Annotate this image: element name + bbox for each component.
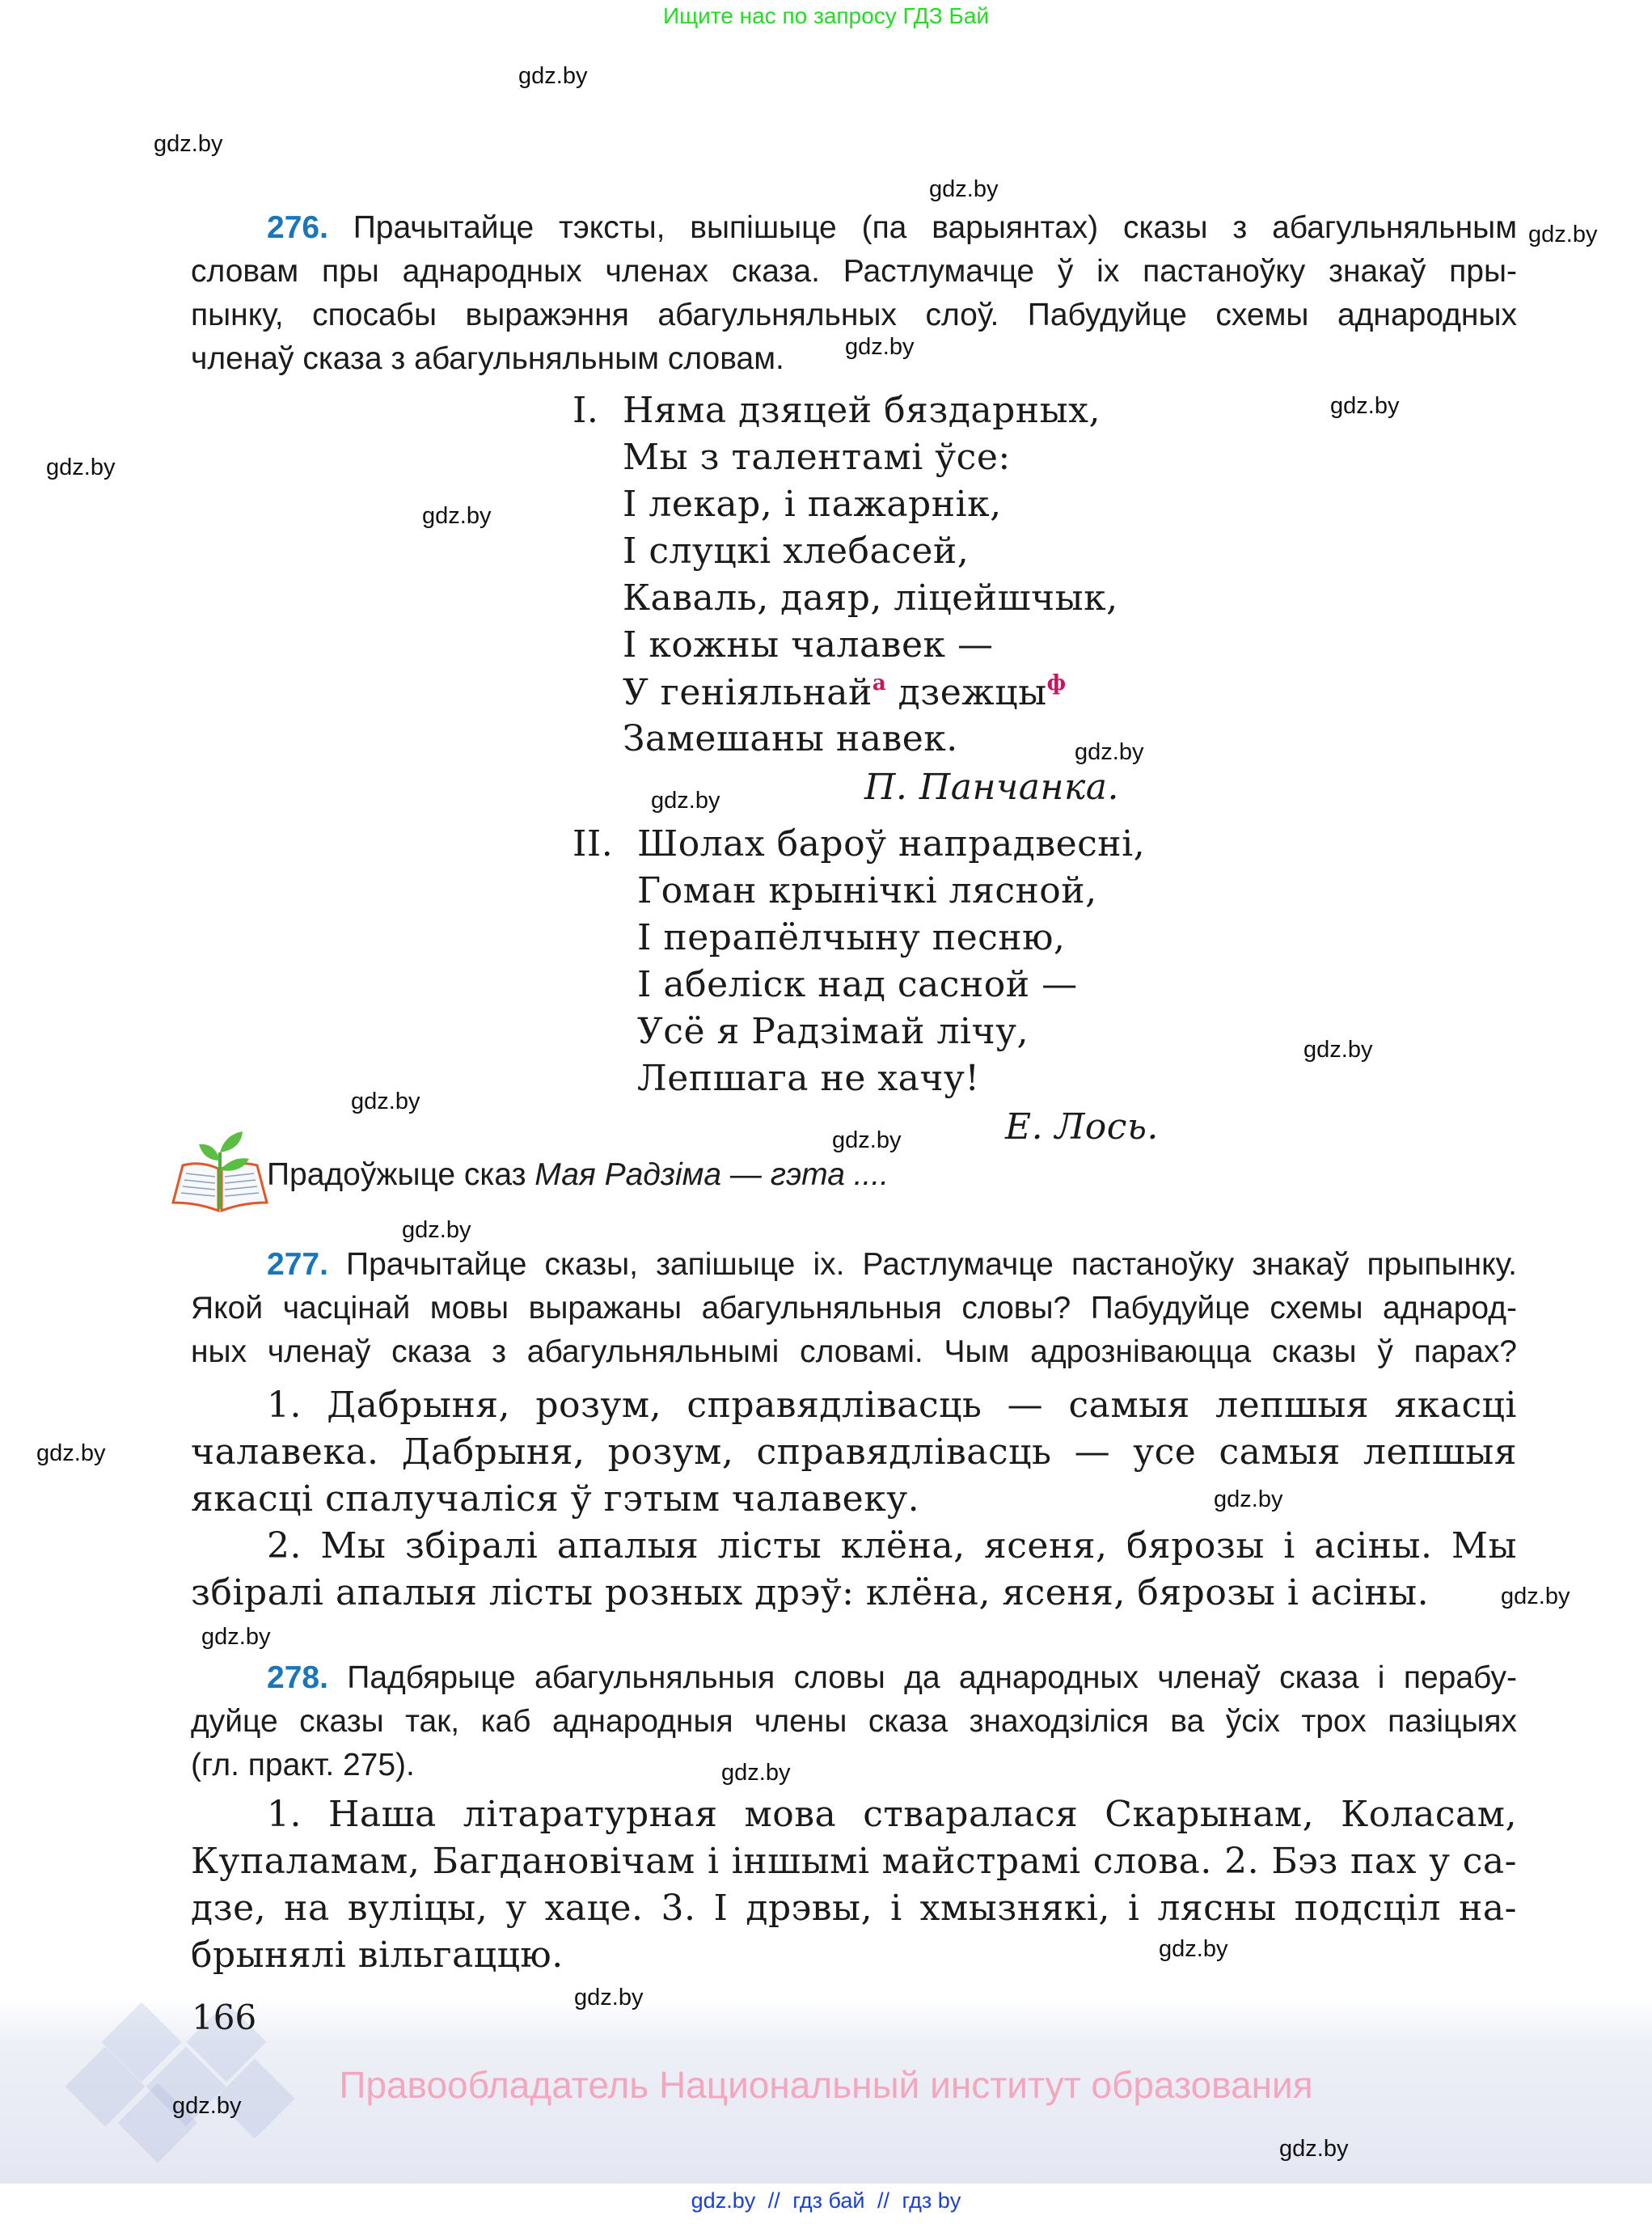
watermark: gdz.by [1279,2136,1349,2162]
footer-link-gdz-by-cyr[interactable]: гдз by [902,2188,961,2213]
watermark: gdz.by [1303,1037,1373,1063]
watermark: gdz.by [1159,1936,1228,1962]
poem-line: Шолах бароў напрадвесні, [637,823,1146,865]
task-278-sentences: 1. Наша літаратурная мова стваралася Скарынам, Коласам, Купаламам, Багдановічам і іншымі майстрамі слова. 2. Бэз пах у са- дзе, на вуліцы, у хаце. 3. І дрэвы, і хмызнякі, і лясны подсціл на- брынялі вільгаццю. [191,1794,1517,1976]
watermark: gdz.by [845,334,915,360]
poem-line: Гоман крынічкі лясной, [637,870,1097,911]
poem-line: Няма дзяцей бяздарных, [623,390,1101,431]
poem-line: Мы з талентамі ўсе: [623,437,1011,478]
watermark: gdz.by [351,1089,420,1114]
poem-line: Замешаны навек. [623,718,958,759]
task-278: 278. Падбярыце абагульняльныя словы да аднародных членаў сказа і перабу- дуйце сказы так, каб аднародныя члены сказа знаходзіліся ва ўсіх трох пазіцыях (гл. практ. 275). [191,1660,1517,1782]
poem-line: І абеліск над сасной — [637,964,1078,1005]
poem-line: І кожны чалавек — [623,624,994,666]
task-number: 278. [267,1660,328,1695]
continue-sentence-task: Прадоўжыце сказ Мая Радзіма — гэта .... [267,1157,889,1192]
watermark: gdz.by [721,1760,791,1786]
copyright-notice: Правообладатель Национальный институт образования [339,2064,1313,2106]
watermark: gdz.by [518,63,588,89]
watermark: gdz.by [574,1985,644,2010]
task-number: 277. [267,1247,328,1282]
poem-numeral: I. [572,390,599,431]
watermark: gdz.by [154,131,223,157]
watermark: gdz.by [832,1127,902,1153]
task-277: 277. Прачытайце сказы, запішыце іх. Растлумачце пастаноўку знакаў прыпынку. Якой часцінай мовы выражаны абагульняльныя словы? Пабудуйце схемы аднарод- ных членаў сказа з абагульняльнымі словамі. Чым адрозніваюцца сказы ў парах? [191,1247,1517,1369]
watermark: gdz.by [651,788,720,814]
footer-link-gdz-by[interactable]: gdz.by [691,2188,756,2213]
watermark: gdz.by [422,503,492,529]
footnote-marker: ф [1046,671,1067,696]
book-sprout-icon [168,1128,272,1219]
watermark: gdz.by [1330,393,1400,419]
poem-line: І слуцкі хлебасей, [623,531,970,572]
watermark: gdz.by [1501,1583,1570,1609]
poem-line: Лепшага не хачу! [637,1058,980,1099]
poem-line: І перапёлчыну песню, [637,917,1066,958]
poem-line: Каваль, даяр, ліцейшчык, [623,577,1118,619]
watermark: gdz.by [172,2093,242,2119]
watermark: gdz.by [36,1440,106,1466]
poem-author: П. Панчанка. [864,767,1120,808]
footer-link-gdz-bai[interactable]: гдз бай [792,2188,865,2213]
watermark: gdz.by [402,1217,471,1243]
watermark: gdz.by [1528,222,1598,247]
watermark: gdz.by [1214,1486,1283,1512]
page-number: 166 [192,1998,257,2037]
watermark: gdz.by [1075,739,1144,765]
task-277-sentences: 1. Дабрыня, розум, справядлівасць — самыя лепшыя якасці чалавека. Дабрыня, розум, справядлівасць — усе самыя лепшыя якасці спалучаліся ў гэтым чалавеку. 2. Мы збіралі апалыя лісты клёна, ясеня, бярозы і асіны. Мы збіралі апалыя лісты розных дрэў: клёна, ясеня, бярозы і асіны. [191,1385,1517,1613]
watermark: gdz.by [201,1624,271,1650]
watermark: gdz.by [929,176,999,202]
separator: // [877,2188,890,2213]
poem-numeral: II. [572,823,614,865]
separator: // [767,2188,780,2213]
poem-line: Усё я Радзімай лічу, [637,1011,1029,1052]
poem-line: У геніяльнай$^а$ дзежцы$^ф$ [623,671,1067,713]
search-banner: Ищите нас по запросу ГДЗ Бай [662,3,990,28]
footer-links [0,2188,1652,2213]
task-276: 276. Прачытайце тэксты, выпішыце (па варыянтах) сказы з абагульняльным словам пры аднародных членах сказа. Растлумачце ў іх пастаноўку знакаў пры- пынку, спосабы выражэння абагульняльных слоў. Пабудуйце схемы аднародных членаў сказа з абагульняльным словам. [191,210,1517,376]
footnote-marker: а [872,671,887,696]
watermark: gdz.by [46,455,116,480]
poem-author: Е. Лось. [1005,1106,1159,1148]
task-number: 276. [267,210,328,245]
poem-line: І лекар, і пажарнік, [623,484,1002,525]
